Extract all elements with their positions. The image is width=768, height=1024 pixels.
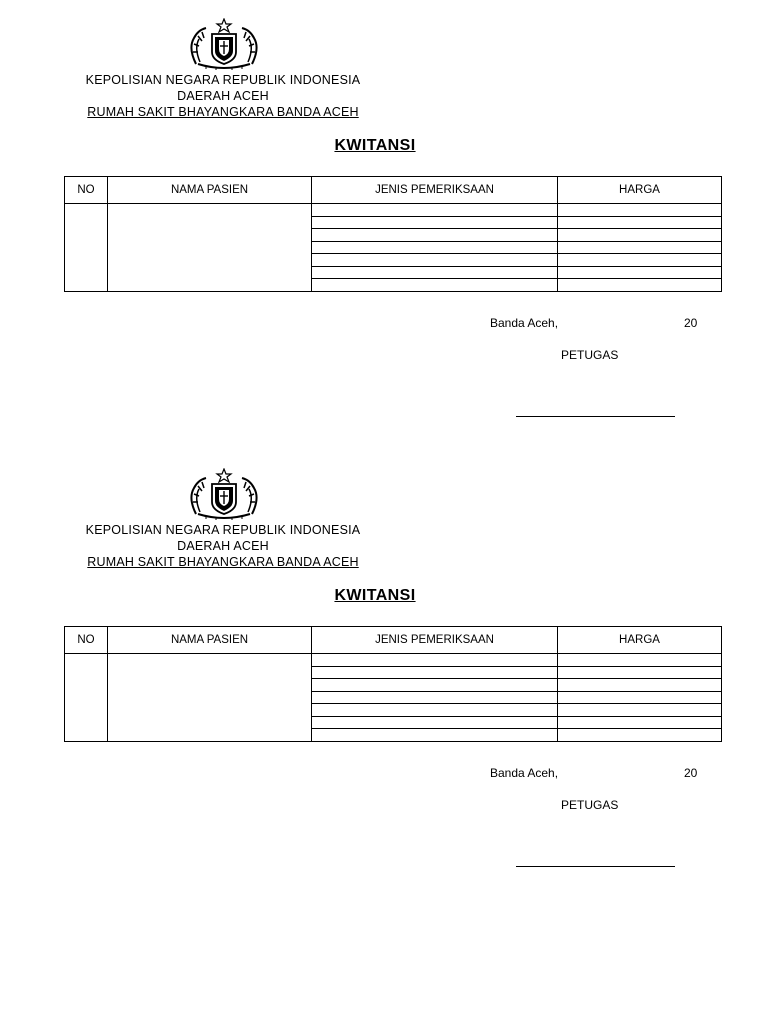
- header-line-1: KEPOLISIAN NEGARA REPUBLIK INDONESIA: [85, 73, 361, 87]
- police-emblem-icon: [186, 468, 262, 520]
- header-line-1: KEPOLISIAN NEGARA REPUBLIK INDONESIA: [85, 523, 361, 537]
- table-header-row: [65, 627, 722, 654]
- cell-harga[interactable]: [558, 254, 722, 267]
- column-header-jenis-pemeriksaan: JENIS PEMERIKSAAN: [312, 627, 558, 654]
- column-header-no: NO: [65, 627, 108, 654]
- cell-harga[interactable]: [558, 691, 722, 704]
- cell-harga[interactable]: [558, 216, 722, 229]
- table-row: [65, 654, 722, 667]
- cell-jenis-pemeriksaan[interactable]: [312, 229, 558, 242]
- signature-line: [516, 866, 675, 867]
- police-emblem-icon: [186, 18, 262, 70]
- receipt-table: [64, 626, 722, 742]
- cell-jenis-pemeriksaan[interactable]: [312, 716, 558, 729]
- footer-year: 20: [684, 766, 698, 780]
- footer-place: Banda Aceh,: [490, 316, 559, 330]
- receipt-title: KWITANSI: [334, 587, 416, 604]
- cell-harga[interactable]: [558, 266, 722, 279]
- signature-line: [516, 416, 675, 417]
- cell-jenis-pemeriksaan[interactable]: [312, 679, 558, 692]
- cell-no[interactable]: [65, 204, 108, 292]
- column-header-harga: HARGA: [558, 177, 722, 204]
- receipt-1: [0, 0, 768, 450]
- receipt-table: [64, 176, 722, 292]
- footer-officer-label: PETUGAS: [561, 798, 619, 812]
- cell-nama-pasien[interactable]: [108, 654, 312, 742]
- footer-place: Banda Aceh,: [490, 766, 559, 780]
- cell-jenis-pemeriksaan[interactable]: [312, 216, 558, 229]
- cell-harga[interactable]: [558, 704, 722, 717]
- column-header-nama-pasien: NAMA PASIEN: [108, 627, 312, 654]
- cell-jenis-pemeriksaan[interactable]: [312, 729, 558, 742]
- cell-jenis-pemeriksaan[interactable]: [312, 666, 558, 679]
- column-header-jenis-pemeriksaan: JENIS PEMERIKSAAN: [312, 177, 558, 204]
- header-line-3: RUMAH SAKIT BHAYANGKARA BANDA ACEH: [87, 105, 359, 119]
- cell-harga[interactable]: [558, 679, 722, 692]
- cell-jenis-pemeriksaan[interactable]: [312, 704, 558, 717]
- cell-nama-pasien[interactable]: [108, 204, 312, 292]
- cell-jenis-pemeriksaan[interactable]: [312, 691, 558, 704]
- cell-harga[interactable]: [558, 654, 722, 667]
- cell-harga[interactable]: [558, 229, 722, 242]
- cell-harga[interactable]: [558, 716, 722, 729]
- header-line-3: RUMAH SAKIT BHAYANGKARA BANDA ACEH: [87, 555, 359, 569]
- cell-jenis-pemeriksaan[interactable]: [312, 241, 558, 254]
- cell-harga[interactable]: [558, 204, 722, 217]
- cell-jenis-pemeriksaan[interactable]: [312, 279, 558, 292]
- receipt-2: [0, 450, 768, 900]
- cell-jenis-pemeriksaan[interactable]: [312, 266, 558, 279]
- receipt-title: KWITANSI: [334, 137, 416, 154]
- cell-harga[interactable]: [558, 279, 722, 292]
- cell-jenis-pemeriksaan[interactable]: [312, 654, 558, 667]
- cell-harga[interactable]: [558, 666, 722, 679]
- table-header-row: [65, 177, 722, 204]
- cell-harga[interactable]: [558, 241, 722, 254]
- header-line-2: DAERAH ACEH: [177, 89, 269, 103]
- column-header-harga: HARGA: [558, 627, 722, 654]
- footer-officer-label: PETUGAS: [561, 348, 619, 362]
- table-row: [65, 204, 722, 217]
- cell-no[interactable]: [65, 654, 108, 742]
- header-line-2: DAERAH ACEH: [177, 539, 269, 553]
- cell-jenis-pemeriksaan[interactable]: [312, 254, 558, 267]
- column-header-nama-pasien: NAMA PASIEN: [108, 177, 312, 204]
- cell-jenis-pemeriksaan[interactable]: [312, 204, 558, 217]
- column-header-no: NO: [65, 177, 108, 204]
- footer-year: 20: [684, 316, 698, 330]
- cell-harga[interactable]: [558, 729, 722, 742]
